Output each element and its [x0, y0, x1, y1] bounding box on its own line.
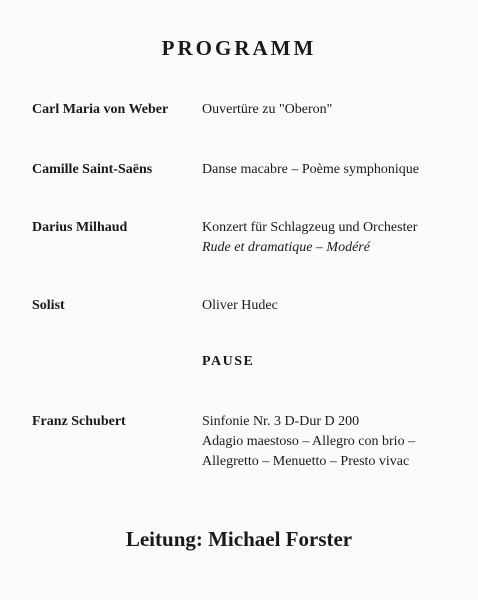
work-weber: [202, 100, 332, 120]
conductor-credit: Leitung: Michael Forster: [125, 527, 353, 551]
soloist-name-block: [202, 296, 278, 316]
intermission-label: PAUSE: [202, 354, 255, 369]
composer-weber: Carl Maria von Weber: [32, 102, 169, 117]
composer-saint-saens: Camille Saint-Saëns: [32, 162, 153, 177]
work-saint-saens: [202, 160, 419, 180]
work-title: Ouvertüre zu "Oberon": [202, 102, 333, 117]
soloist-label: Solist: [32, 298, 65, 313]
composer-milhaud: Darius Milhaud: [32, 220, 128, 235]
work-title: Sinfonie Nr. 3 D-Dur D 200: [202, 414, 360, 429]
work-title: Danse macabre – Poème symphonique: [202, 162, 419, 177]
work-milhaud: [202, 218, 417, 258]
work-schubert: [202, 412, 415, 472]
program-title: PROGRAMM: [161, 36, 317, 60]
work-movements-line-1: Adagio maestoso – Allegro con brio –: [202, 434, 416, 449]
work-movements-line-2: Allegretto – Menuetto – Presto vivac: [202, 454, 410, 469]
composer-schubert: Franz Schubert: [32, 414, 126, 429]
work-title: Konzert für Schlagzeug und Orchester: [202, 220, 418, 235]
soloist-name: Oliver Hudec: [202, 298, 278, 313]
work-movements: Rude et dramatique – Modéré: [202, 240, 370, 255]
